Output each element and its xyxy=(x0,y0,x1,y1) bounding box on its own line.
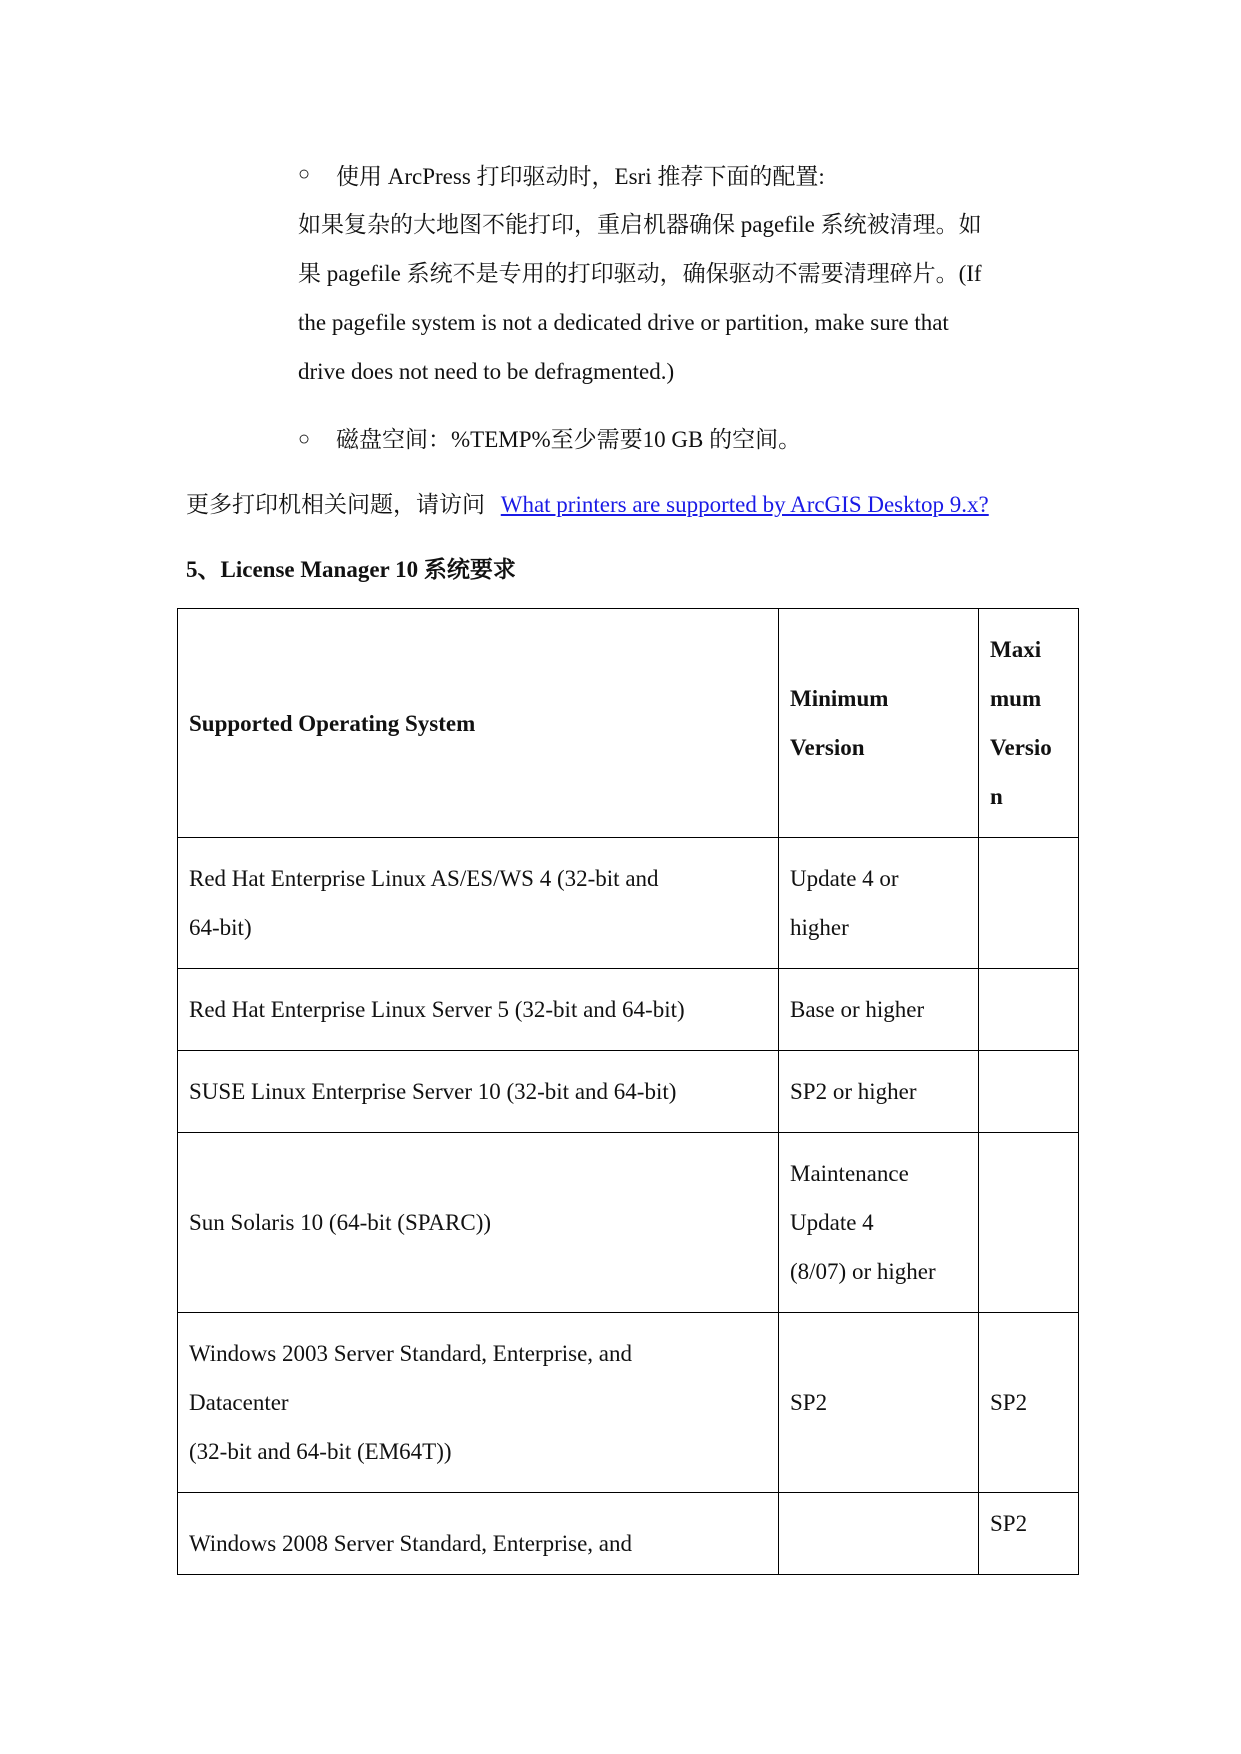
bullet-disk-space-text: 磁盘空间：%TEMP%至少需要10 GB 的空间。 xyxy=(336,427,802,452)
license-manager-requirements-table xyxy=(177,608,1079,1575)
min-version-cell xyxy=(779,1493,979,1575)
paragraph-line-3: the pagefile system is not a dedicated drive or partition, make sure that xyxy=(298,310,949,335)
os-cell: Sun Solaris 10 (64-bit (SPARC)) xyxy=(178,1133,779,1313)
more-info-text: 更多打印机相关问题，请访问 xyxy=(186,492,485,517)
bullet-marker: ○ xyxy=(298,428,311,450)
header-maximum-version: Maxi mum Versio n xyxy=(979,609,1079,838)
max-version-cell xyxy=(979,969,1079,1051)
bullet-arcpress-text: 使用 ArcPress 打印驱动时，Esri 推荐下面的配置: xyxy=(336,164,825,189)
table-row xyxy=(178,1133,1079,1313)
bullet-marker: ○ xyxy=(298,163,311,185)
max-version-cell: SP2 xyxy=(979,1493,1079,1575)
min-version-cell: Update 4 or higher xyxy=(779,838,979,969)
os-cell: Windows 2003 Server Standard, Enterprise, and Datacenter (32-bit and 64-bit (EM64T)) xyxy=(178,1313,779,1493)
table-header-row xyxy=(178,609,1079,838)
paragraph-line-1: 如果复杂的大地图不能打印，重启机器确保 pagefile 系统被清理。如 xyxy=(298,212,982,237)
os-cell: Windows 2008 Server Standard, Enterprise, and xyxy=(178,1493,779,1575)
paragraph-line-2: 果 pagefile 系统不是专用的打印驱动，确保驱动不需要清理碎片。(If xyxy=(298,261,982,286)
paragraph-line-4: drive does not need to be defragmented.) xyxy=(298,359,675,384)
max-version-cell xyxy=(979,1051,1079,1133)
section-heading: 5、License Manager 10 系统要求 xyxy=(186,557,516,582)
max-version-cell xyxy=(979,1133,1079,1313)
max-version-cell xyxy=(979,838,1079,969)
min-version-cell: Maintenance Update 4 (8/07) or higher xyxy=(779,1133,979,1313)
min-version-cell: Base or higher xyxy=(779,969,979,1051)
table-row xyxy=(178,969,1079,1051)
min-version-cell: SP2 or higher xyxy=(779,1051,979,1133)
os-cell: Red Hat Enterprise Linux Server 5 (32-bit and 64-bit) xyxy=(178,969,779,1051)
header-supported-os: Supported Operating System xyxy=(178,609,779,838)
header-minimum-version: Minimum Version xyxy=(779,609,979,838)
table-row xyxy=(178,1051,1079,1133)
table-row xyxy=(178,1493,1079,1575)
printers-support-link[interactable]: What printers are supported by ArcGIS Desktop 9.x? xyxy=(500,492,989,517)
table-row xyxy=(178,838,1079,969)
os-cell: SUSE Linux Enterprise Server 10 (32-bit and 64-bit) xyxy=(178,1051,779,1133)
more-info-line xyxy=(186,480,989,529)
table-row xyxy=(178,1313,1079,1493)
max-version-cell: SP2 xyxy=(979,1313,1079,1493)
min-version-cell: SP2 xyxy=(779,1313,979,1493)
os-cell: Red Hat Enterprise Linux AS/ES/WS 4 (32-bit and 64-bit) xyxy=(178,838,779,969)
